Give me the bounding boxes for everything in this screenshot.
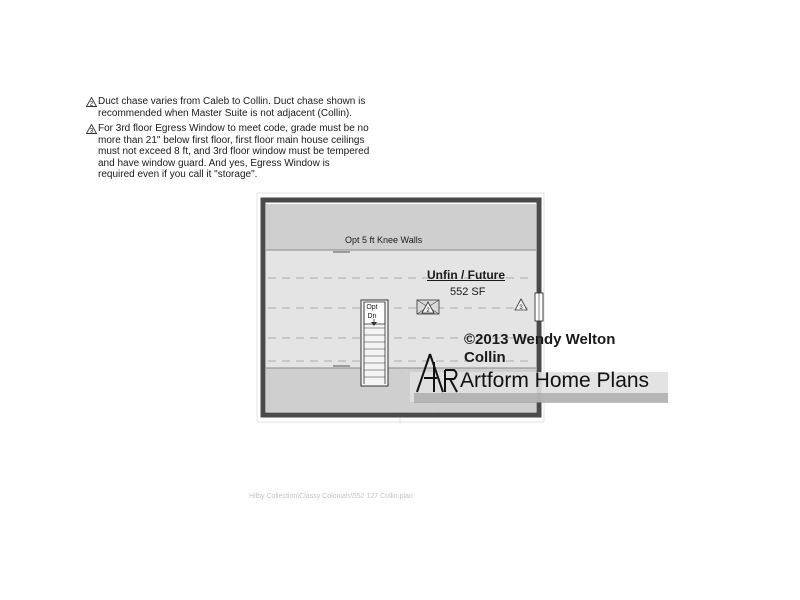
copyright-text: ©2013 Wendy Welton Collin bbox=[464, 331, 616, 366]
file-path: Hilby Collection\Classy Colonials\552 127 Collin.plan bbox=[249, 493, 413, 500]
stair-opt-label: Opt bbox=[366, 304, 378, 311]
knee-wall-label: Opt 5 ft Knee Walls bbox=[345, 235, 423, 245]
room-name: Unfin / Future bbox=[427, 268, 505, 282]
svg-text:2: 2 bbox=[89, 101, 94, 107]
svg-text:3: 3 bbox=[89, 128, 94, 134]
svg-text:3: 3 bbox=[519, 305, 523, 311]
note-text: For 3rd floor Egress Window to meet code, grade must be no more than 21" below first floor, first floor main house ceilings must not exceed 8 ft, and 3rd floor window must be tempered and have window guard. And yes, Egress Window is required even if you call it "storage". bbox=[98, 123, 370, 180]
egress-window bbox=[535, 293, 543, 321]
note-text: Duct chase varies from Caleb to Collin. Duct chase shown is recommended when Master Suite is not adjacent (Collin). bbox=[98, 96, 366, 119]
room-area-label: 552 SF bbox=[450, 286, 486, 298]
stair-dn-label: Dn bbox=[367, 313, 377, 320]
svg-text:2: 2 bbox=[426, 308, 430, 314]
duct-chase bbox=[417, 300, 439, 314]
brand-name: Artform Home Plans bbox=[460, 369, 650, 392]
